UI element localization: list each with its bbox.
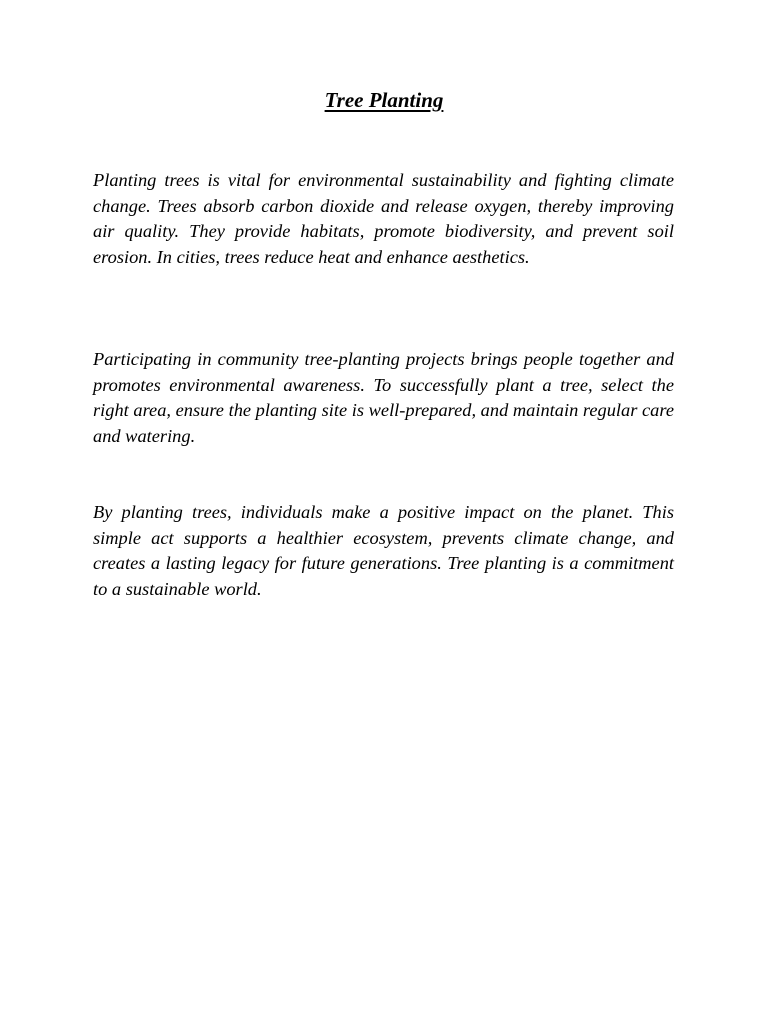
document-title: Tree Planting bbox=[324, 88, 444, 112]
paragraph-intro: Planting trees is vital for environmental sustainability and fighting climate change. Trees absorb carbon dioxide and release oxygen, thereby improving air quality. They provide habitats, promote biodiversity, and prevent soil erosion. In cities, trees reduce heat and enhance aesthetics. bbox=[93, 170, 674, 267]
paragraph-conclusion: By planting trees, individuals make a positive impact on the planet. This simple act supports a healthier ecosystem, prevents climate change, and creates a lasting legacy for future generations. Tree planting is a commitment to a sustainable world. bbox=[93, 502, 674, 599]
paragraph-community: Participating in community tree-planting projects brings people together and promotes environmental awareness. To successfully plant a tree, select the right area, ensure the planting site is well-prepared, and maintain regular care and watering. bbox=[93, 349, 674, 446]
